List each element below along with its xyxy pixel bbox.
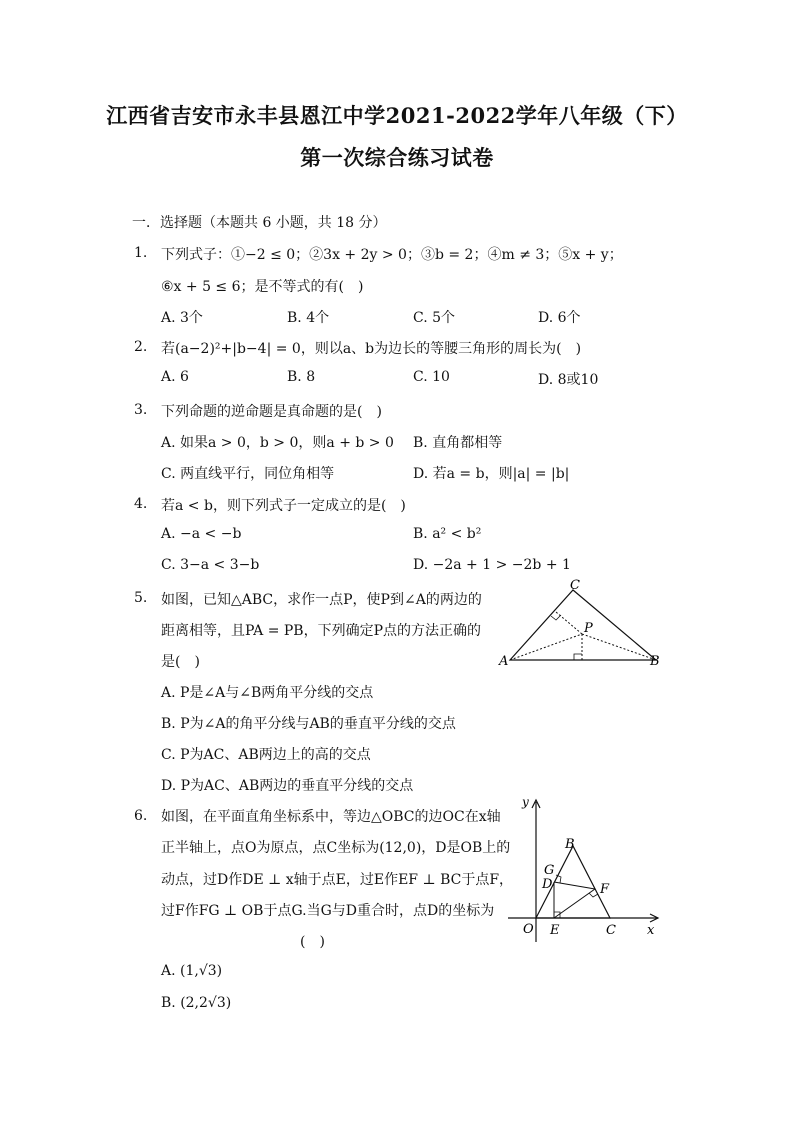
q5-line-2: 距离相等，且PA = PB，下列确定P点的方法正确的	[161, 623, 482, 639]
q6-label-g: G	[544, 863, 555, 878]
q4-number: 4.	[134, 496, 148, 512]
q6-label-o: O	[523, 922, 534, 937]
q5-option-a: A. P是∠A与∠B两角平分线的交点	[161, 685, 374, 701]
q6-line-3: 动点，过D作DE ⊥ x轴于点E，过E作EF ⊥ BC于点F，	[161, 872, 514, 888]
q5-label-p: P	[584, 621, 593, 636]
q6-label-e: E	[550, 923, 560, 938]
q6-label-x: x	[647, 923, 655, 938]
q5-number: 5.	[134, 590, 148, 606]
q5-label-a: A	[499, 654, 509, 669]
q1-line-2: ⑥x + 5 ≤ 6；是不等式的有( )	[161, 279, 364, 295]
q6-line-5: ( )	[300, 934, 325, 950]
q6-line-4: 过F作FG ⊥ OB于点G.当G与D重合时，点D的坐标为	[161, 903, 495, 919]
q6-option-b: B. (2,2√3)	[161, 995, 232, 1011]
q6-label-c: C	[606, 923, 616, 938]
q5-line-ap	[510, 634, 582, 660]
q5-triangle	[510, 590, 656, 660]
q1-option-b: B. 4个	[287, 310, 330, 326]
q2-line-1: 若(a−2)²+|b−4| = 0，则以a、b为边长的等腰三角形的周长为( )	[161, 341, 582, 357]
q5-perp-ac	[556, 612, 582, 634]
q6-coordinate-figure	[504, 792, 666, 944]
q5-right-angle-mark-ac	[551, 615, 561, 620]
q5-line-1: 如图，已知△ABC，求作一点P，使P到∠A的两边的	[161, 592, 482, 608]
q6-line-1: 如图，在平面直角坐标系中，等边△OBC的边OC在x轴	[161, 809, 501, 825]
q4-option-b: B. a² < b²	[413, 526, 482, 542]
q6-segment-fg	[554, 882, 595, 889]
q1-option-a: A. 3个	[161, 310, 203, 326]
q1-number: 1.	[134, 245, 148, 261]
q2-option-d: D. 8或10	[538, 372, 599, 388]
q6-right-angle-f	[589, 893, 598, 897]
q5-option-c: C. P为AC、AB两边上的高的交点	[161, 747, 371, 763]
q5-option-d: D. P为AC、AB两边的垂直平分线的交点	[161, 778, 414, 794]
q3-line-1: 下列命题的逆命题是真命题的是( )	[161, 404, 382, 420]
q5-option-b: B. P为∠A的角平分线与AB的垂直平分线的交点	[161, 716, 456, 732]
q6-number: 6.	[134, 808, 148, 824]
q4-line-1: 若a < b，则下列式子一定成立的是( )	[161, 498, 406, 514]
q3-option-d: D. 若a = b，则|a| = |b|	[413, 466, 570, 482]
q2-option-b: B. 8	[287, 369, 316, 385]
q6-right-angle-g	[556, 875, 561, 883]
q4-option-d: D. −2a + 1 > −2b + 1	[413, 557, 571, 573]
q6-line-2: 正半轴上，点O为原点，点C坐标为(12,0)，D是OB上的	[161, 840, 511, 856]
q4-option-c: C. 3−a < 3−b	[161, 557, 260, 573]
q2-option-c: C. 10	[413, 369, 450, 385]
q2-number: 2.	[134, 339, 148, 355]
q6-label-y: y	[522, 795, 529, 809]
q6-label-d: D	[542, 877, 553, 892]
q3-option-c: C. 两直线平行，同位角相等	[161, 466, 335, 482]
q1-option-d: D. 6个	[538, 310, 581, 326]
q5-triangle-figure	[496, 578, 666, 673]
q3-number: 3.	[134, 402, 148, 418]
q5-right-angle-mark	[574, 654, 582, 660]
q5-line-3: 是( )	[161, 654, 200, 670]
q5-label-b: B	[650, 654, 660, 669]
title-line-1: 江西省吉安市永丰县恩江中学2021-2022学年八年级（下）	[106, 103, 688, 128]
q4-option-a: A. −a < −b	[161, 526, 242, 542]
q1-option-c: C. 5个	[413, 310, 456, 326]
q6-label-b: B	[565, 837, 575, 852]
title-line-2: 第一次综合练习试卷	[300, 145, 494, 170]
q5-line-bp	[582, 634, 656, 660]
section-heading: 一．选择题（本题共 6 小题，共 18 分）	[132, 215, 387, 231]
q6-label-f: F	[600, 882, 610, 897]
q3-option-b: B. 直角都相等	[413, 435, 503, 451]
q5-label-c: C	[570, 578, 580, 593]
q3-option-a: A. 如果a > 0，b > 0，则a + b > 0	[161, 435, 394, 451]
q6-option-a: A. (1,√3)	[161, 963, 223, 979]
q1-line-1: 下列式子：①−2 ≤ 0；②3x + 2y > 0；③b = 2；④m ≠ 3；⑤x + y；	[161, 247, 623, 263]
q2-option-a: A. 6	[161, 369, 189, 385]
